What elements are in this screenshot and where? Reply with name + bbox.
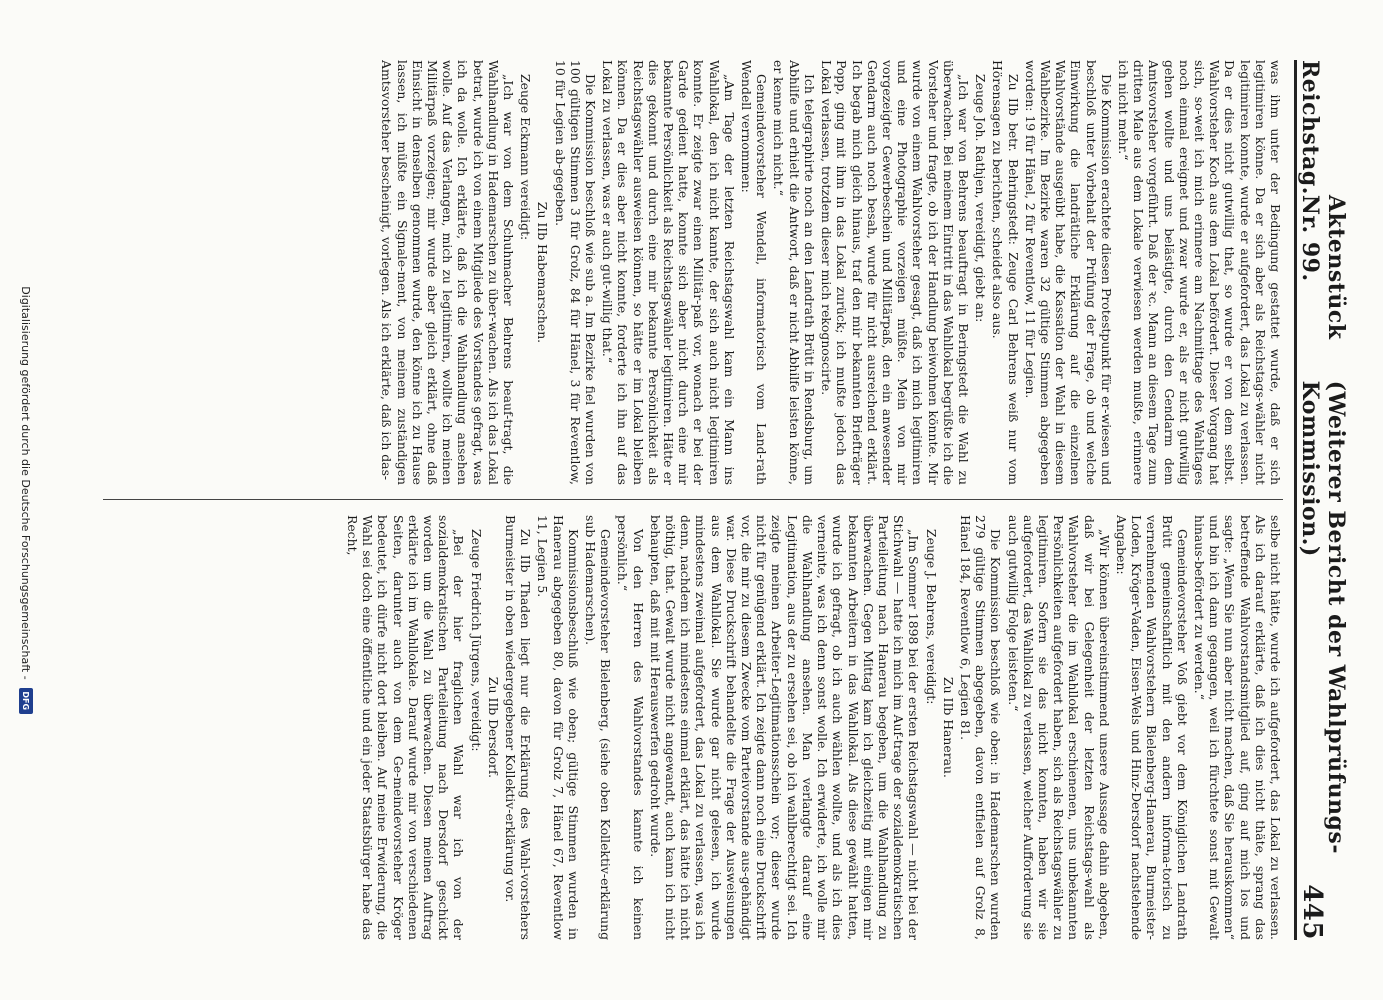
paragraph: Die Kommission beschloß wie oben: in Hademarschen wurden 279 gültige Stimmen abgegeben, davon entfielen auf Grolz 8, Hänel 184, Reventlow 6, Legien 81.	[957, 515, 1004, 940]
paragraph: Zu IIb betr. Behringstedt: Zeuge Carl Behrens weiß nur vom Hörensagen zu berichten, scheidet also aus.	[990, 60, 1021, 485]
paragraph: Von den Herren des Wahlvorstandes kannte ich keinen persönlich.“	[615, 515, 646, 940]
paragraph: Gemeindevorsteher Bielenberg, (siehe oben Kollektiv-erklärung sub Hademarschen).	[583, 515, 614, 940]
header-middle: Aktenstück Nr. 99.	[1297, 194, 1349, 340]
section-heading: Zu IIb Habemarschen.	[535, 201, 551, 344]
page-number: 445	[1297, 884, 1327, 940]
paragraph: Gemeindevorsteher Wendell, informatorisch vom Land-rath Wendell vernommen:	[739, 60, 770, 485]
paragraph: Ich telegraphirte noch an den Landrath Brütt in Rendsburg, um Abhilfe und erhielt die Antwort, daß er nicht Abhilfe leisten könne, er kenne mich nicht.“	[771, 60, 817, 485]
paragraph: Kommissionsbeschluß wie oben; gültige Stimmen wurden in Hanerau abgegeben 80, davon für Grolz 7, Hänel 67, Reventlow 11, Legien 5.	[535, 515, 581, 940]
paragraph: „Im Sommer 1898 bei der ersten Reichstagswahl — nicht bei der Stichwahl — hatte ich mich im Auf-trage der sozialdemokratischen Parteileitung nach Hanerau begeben, um die Wahlhandlung zu überwachen. Gegen Mittag kam ich gleichzeitig mit einigen mir bekannten Arbeitern in das Wahllokal. Als diese gewählt hatten, wurde ich gefragt, ob ich auch wählen wollte, und als ich dies verneinte, was ich denn sonst wolle. Ich erwiderte, ich wolle mir die Wahlhandlung ansehen. Man verlangte darauf eine Legitimation, aus der zu ersehen sei, ob ich wahlberechtigt sei. Ich zeigte meinen Arbeiter-Legitimationsschein vor; dieser wurde nicht für genügend erklärt. Ich zeigte dann noch eine Druckschrift vor, die mir zu diesem Zwecke vom Parteivorstande aus-gehändigt war. Diese Druckschrift behandelte die Frage der Ausweisungen aus dem Wahllokal. Sie wurde gar nicht gelesen, ich wurde mindestens zweimal aufgefordert, das Lokal zu verlassen, was ich denn, nachdem ich mindestens einmal erklärt, das hätte ich nicht nöthig, that. Gewalt wurde nicht angewandt, auch kann ich nicht behaupten, daß mit mit Herauswerfen gedroht wurde.	[647, 515, 922, 940]
footer-text: Digitalisierung gefördert durch die Deutsche Forschungsgemeinschaft -	[19, 286, 33, 680]
page-footer	[14, 0, 38, 1000]
paragraph: Gemeindevorsteher Voß giebt vor dem Königlichen Landrath Brütt gemeinschaftlich mit den andern informa-torisch zu vernehmenden Wahlvorstehern Bielenberg-Hanerau, Burmeister-Loden, Kröger-Vaden, Eisen-Wels und Hinz-Dersdorf nachstehende Angaben:	[1113, 515, 1190, 940]
paragraph: Zeuge J. Behrens, vereidigt:	[923, 529, 939, 705]
paragraph: selbe nicht hätte, wurde ich aufgefordert, das Lokal zu verlassen. Als ich darauf erklärte, daß ich dies nicht thäte, sprang das betreffende Wahlvorstandsmitglied auf, ging auf mich los und sagte: „Wenn Sie nun aber nicht machen, daß Sie herauskommen“ und bin ich dann gegangen, weil ich fürchtete sonst mit Gewalt hinaus-befördert zu werden.“	[1191, 515, 1283, 940]
paragraph: Zeuge Friedrich Jürgens, vereidigt:	[468, 529, 484, 752]
header-right: (Weiterer Bericht der Wahlprüfungs-Kommission.)	[1297, 380, 1349, 854]
paragraph: Zu IIb Thaden liegt nur die Erklärung des Wahl-vorstehers Burmeister in oben wiedergegebener Kollektiv-erklärung vor.	[503, 515, 534, 940]
paragraph: Die Kommission erachtete diesen Protestpunkt für er-wiesen und beschloß unter Vorbehalt der Prüfung der Frage, ob und welche Einwirkung die landrätliche Erklärung auf die einzelnen Wahlvorstände ausgeübt habe, die Kassation der Wahl in diesem Wahlbezirke. Im Bezirke waren 32 gültige Stimmen abgegeben worden: 19 für Hänel, 2 für Reventlow, 11 für Legien.	[1022, 60, 1114, 485]
section-heading: Zu IIb Dersdorf.	[485, 676, 501, 779]
paragraph: Die Kommission beschloß wie sub a. Im Bezirke fiel wurden von 100 gültigen Stimmen 3 für Grolz, 84 für Hänel, 3 für Reventlow, 10 für Legien ab-gegeben.	[552, 60, 599, 485]
right-column	[103, 515, 1283, 940]
paragraph: Zeuge Eckmann vereidigt:	[518, 74, 534, 241]
paragraph: „Bei der hier fraglichen Wahl war ich von der sozialdemokratischen Parteileitung nach Dersdorf geschickt worden um die Wahl zu überwachen. Diesen meinen Auftrag erklärte ich im Wahllokale. Darauf wurde mir von verschiedenen Seiten, darunter auch von dem Ge-meindevorsteher Kröger bedeutet, ich dürfe nicht dort bleiben. Auf meine Erwiderung, die Wahl sei doch eine öffentliche und ein jeder Staatsbürger habe das Recht,	[345, 515, 467, 940]
page-header	[1294, 60, 1349, 940]
left-column	[103, 60, 1283, 485]
paragraph: „Am Tage der letzten Reichstagswahl kam ein Mann ins Wahllokal, den ich nicht kannte, der sich auch nicht legitimiren konnte. Er zeigte zwar einen Militär-paß vor, wonach er bei der Garde gedient hatte, konnte sich aber nicht durch eine mir bekannte Persönlichkeit als Reichstagswähler legitimiren. Hätte er dies gekonnt und durch eine mir bekannte Persönlichkeit als Reichstagswähler ausweisen können, so hätte er im Lokal bleiben können. Da er dies aber nicht konnte, forderte ich ihn auf das Lokal zu verlassen, was er auch gut-willig that.“	[600, 60, 737, 485]
paragraph: „Ich war von dem Schuhmacher Behrens beauf-tragt, die Wahlhandlung in Hademarschen zu über-wachen. Als ich das Lokal betrat, wurde ich von einem Mitgliede des Vorstandes gefragt, was ich da wolle. Ich erklärte, daß ich die Wahlhandlung ansehen wolle. Auf das Verlangen, mich zu legitimiren, wollte ich meinen Militärpaß vorzeigen; mir wurde aber gleich erklärt, ohne daß Einsicht in denselben genommen wurde, den könne ich zu Hause lassen, ich müßte ein Signale-ment, von meinem zuständigen Amtsvorsteher bescheinigt, vorlegen. Als ich erklärte, daß ich das-	[379, 60, 517, 485]
paragraph: „Ich war von Behrens beauftragt in Beringstedt die Wahl zu überwachen. Bei meinem Eintritt in das Wahllokal begrüßte ich die Vorsteher und fragte, ob ich der Handlung beiwohnen könnte. Mir wurde von einem Wahlvorsteher gesagt, daß ich mich legitimiren und eine Photographie vorzeigen müßte. Mein von mir vorgezeigter Gewerbeschein und Militärpaß, den ein anwesender Gendarm auch noch besah, wurde für nicht ausreichend erklärt. Ich begab mich gleich hinaus, traf den mir bekannten Briefträger Popp, ging mit ihm in das Lokal zurück; ich mußte jedoch das Lokal verlassen, trotzdem dieser mich rekognoscirte.	[819, 60, 971, 485]
header-left: Reichstag.	[1297, 60, 1323, 195]
section-heading: Zu IIb Hanerau.	[940, 677, 956, 778]
paragraph: „Wir können übereinstimmend unsere Aussage dahin abgeben, daß wir bei Gelegenheit der letzten Reichstags-wahl als Wahlvorsteher die im Wahllokal erschienenen, uns unbekannten Persönlichkeiten aufgefordert haben, sich als Reichstagswähler zu legitimiren. Sofern sie das nicht konnten, haben wir sie aufgefordert, das Wahllokal zu verlassen, welcher Aufforderung sie auch gutwillig Folge leisteten.“	[1005, 515, 1112, 940]
paragraph: Zeuge Joh. Rathjen, vereidigt, giebt an:	[973, 74, 989, 323]
column-divider	[103, 499, 1283, 500]
dfg-logo: DFG	[19, 688, 33, 714]
paragraph: was ihm unter der Bedingung gestattet wurde, daß er sich legitimiren könne. Da er sich aber als Reichstags-wähler nicht legitimiren konnte, wurde er aufgefordert, das Lokal zu verlassen. Da er dies nicht gutwillig that, so wurde er von dem selbst. Wahlvorsteher Koch aus dem Lokal befördert. Dieser Vorgang hat sich, so-weit ich mich erinnere am Nachmittage des Wahltages noch einmal ereignet und zwar wurde er, als er nicht gutwillig gehen wollte und uns belästigte, durch den Gendarm dem Amtsvorsteher vorgeführt. Daß der ꝛc. Mann an diesem Tage zum dritten Male aus dem Lokale verwiesen werden mußte, erinnere ich nicht mehr.“	[1115, 60, 1283, 485]
